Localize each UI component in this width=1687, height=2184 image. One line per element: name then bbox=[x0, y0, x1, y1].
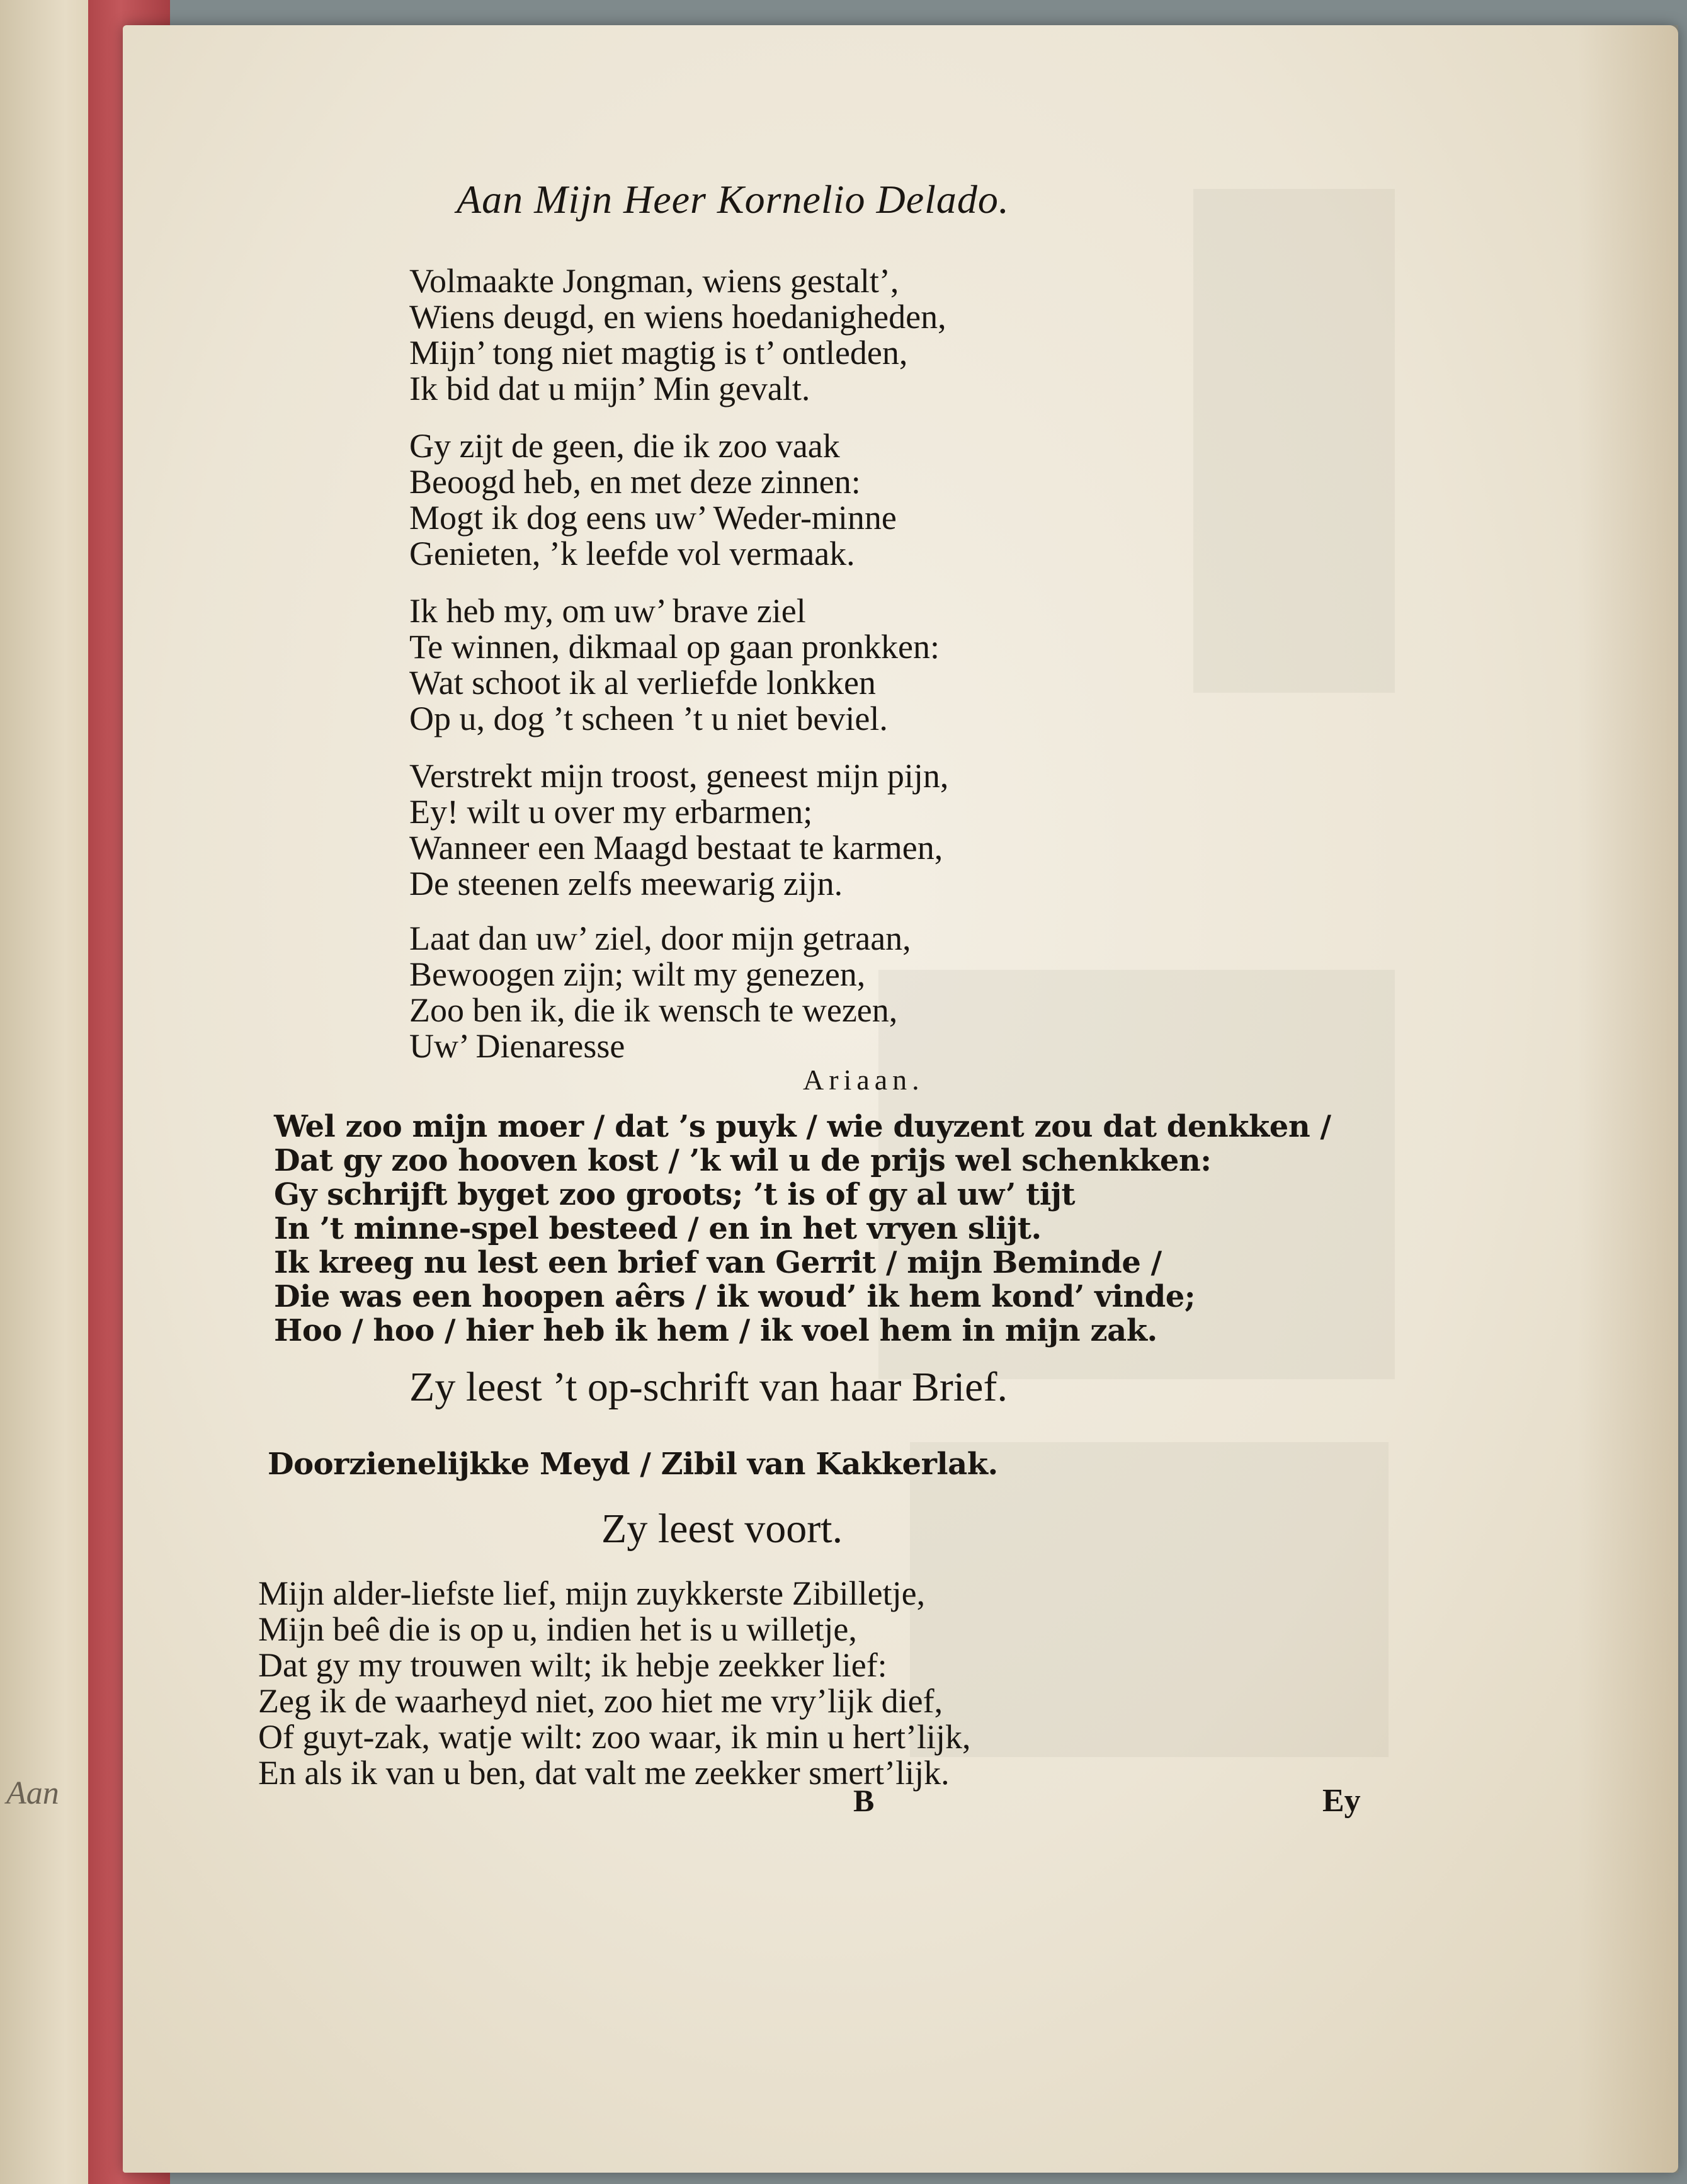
letter-text bbox=[258, 1576, 971, 1791]
letter-line: Mijn alder-liefste lief, mijn zuykkerste Zibilletje, bbox=[258, 1574, 926, 1612]
poem-line: Genieten, ’k leefde vol vermaak. bbox=[409, 535, 855, 572]
page-edge-shading bbox=[1577, 25, 1678, 2173]
poem-line: Mogt ik dog eens uw’ Weder-minne bbox=[409, 499, 897, 537]
poem-line: Gy zijt de geen, die ik zoo vaak bbox=[409, 427, 840, 465]
poem-line: Ik bid dat u mijn’ Min gevalt. bbox=[409, 370, 810, 407]
poem-stanza bbox=[409, 921, 911, 1064]
speech-line: In ’t minne-spel besteed / en in het vryen slijt. bbox=[274, 1211, 1042, 1246]
letter-line: Zeg ik de waarheyd niet, zoo hiet me vry’lijk dief, bbox=[258, 1682, 943, 1720]
letter-address: Doorzienelijkke Meyd / Zibil van Kakkerlak. bbox=[268, 1447, 998, 1482]
poem-line: Laat dan uw’ ziel, door mijn getraan, bbox=[409, 919, 911, 957]
catchword: Ey bbox=[1322, 1783, 1361, 1819]
poem-stanza bbox=[409, 593, 940, 737]
speech-line: Gy schrijft byget zoo groots; ’t is of gy al uw’ tijt bbox=[274, 1177, 1076, 1212]
show-through-shadow bbox=[1193, 189, 1395, 693]
poem-line: Mijn’ tong niet magtig is t’ ontleden, bbox=[409, 334, 908, 372]
poem-line: Wanneer een Maagd bestaat te karmen, bbox=[409, 829, 943, 867]
poem-line: Wat schoot ik al verliefde lonkken bbox=[409, 664, 876, 702]
left-margin-fragment: Aan bbox=[6, 1775, 59, 1811]
poem-line: Beoogd heb, en met deze zinnen: bbox=[409, 463, 861, 501]
stage-direction: Zy leest voort. bbox=[601, 1506, 843, 1552]
book-page bbox=[123, 25, 1678, 2173]
poem-stanza bbox=[409, 263, 946, 407]
poem-line: Ik heb my, om uw’ brave ziel bbox=[409, 592, 806, 630]
speech-line: Ik kreeg nu lest een brief van Gerrit / mijn Beminde / bbox=[274, 1245, 1162, 1280]
letter-line: En als ik van u ben, dat valt me zeekker smert’lijk. bbox=[258, 1754, 950, 1792]
speech-line: Hoo / hoo / hier heb ik hem / ik voel hem in mijn zak. bbox=[274, 1313, 1157, 1348]
letter-line: Mijn beê die is op u, indien het is u willetje, bbox=[258, 1610, 857, 1648]
speech-line: Dat gy zoo hooven kost / ’k wil u de prijs wel schenkken: bbox=[274, 1143, 1212, 1178]
poem-line: Te winnen, dikmaal op gaan pronkken: bbox=[409, 628, 940, 666]
poem-line: Wiens deugd, en wiens hoedanigheden, bbox=[409, 298, 946, 336]
page-header: Aan Mijn Heer Kornelio Delado. bbox=[457, 177, 1009, 222]
poem-line: Op u, dog ’t scheen ’t u niet beviel. bbox=[409, 700, 888, 737]
speech-line: Die was een hoopen aêrs / ik woud’ ik hem kond’ vinde; bbox=[274, 1279, 1196, 1314]
speech-block bbox=[274, 1110, 1331, 1348]
show-through-shadow bbox=[910, 1442, 1389, 1757]
poem-line: Bewoogen zijn; wilt my genezen, bbox=[409, 955, 866, 993]
poem-line: Zoo ben ik, die ik wensch te wezen, bbox=[409, 991, 898, 1029]
signature-mark: B bbox=[853, 1783, 875, 1818]
poem-line: Ey! wilt u over my erbarmen; bbox=[409, 793, 813, 831]
stage-direction: Zy leest ’t op-schrift van haar Brief. bbox=[409, 1364, 1008, 1410]
speaker-name: Ariaan. bbox=[803, 1064, 924, 1096]
poem-line: Uw’ Dienaresse bbox=[409, 1027, 625, 1065]
poem-line: Verstrekt mijn troost, geneest mijn pijn, bbox=[409, 757, 949, 795]
poem-line: Volmaakte Jongman, wiens gestalt’, bbox=[409, 262, 899, 300]
speech-line: Wel zoo mijn moer / dat ’s puyk / wie duyzent zou dat denkken / bbox=[274, 1109, 1331, 1144]
poem-stanza bbox=[409, 758, 948, 902]
letter-line: Of guyt-zak, watje wilt: zoo waar, ik min u hert’lijk, bbox=[258, 1718, 971, 1756]
poem-line: De steenen zelfs meewarig zijn. bbox=[409, 865, 843, 902]
poem-stanza bbox=[409, 428, 897, 572]
letter-line: Dat gy my trouwen wilt; ik hebje zeekker lief: bbox=[258, 1646, 887, 1684]
